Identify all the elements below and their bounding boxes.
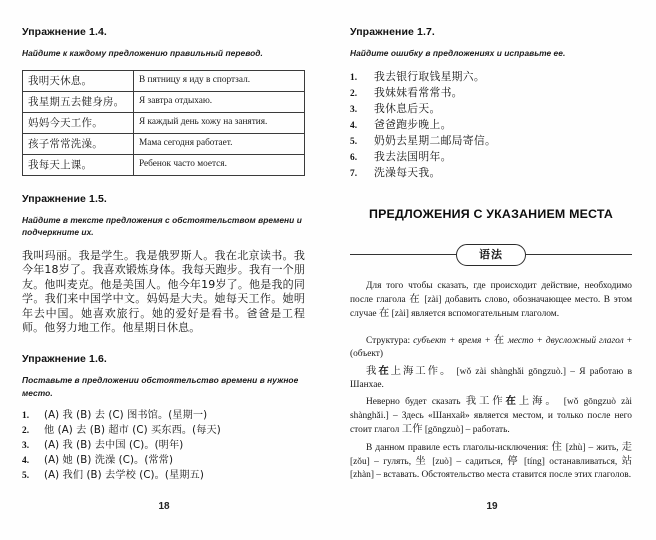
item-text: (A) 我 (B) 去 (C) 图书馆。(星期一) — [44, 410, 208, 422]
item-text: (A) 我们 (B) 去学校 (C)。(星期五) — [44, 470, 204, 482]
exercise-1-6-title: Упражнение 1.6. — [22, 353, 107, 366]
spacer — [350, 198, 632, 207]
item-text: 我休息后天。 — [374, 101, 441, 115]
wrong-cn-a: 我工作 — [465, 395, 506, 408]
table-cell-chinese: 我星期五去健身房。 — [23, 91, 134, 112]
item-text: 我去银行取钱星期六。 — [374, 69, 485, 83]
item-number: 6. — [350, 152, 358, 163]
list-item — [350, 102, 632, 117]
exception-lead: В данном правиле есть глаголы-исключения: — [366, 442, 552, 453]
list-item — [22, 409, 305, 423]
item-number: 4. — [350, 120, 358, 131]
table-cell-russian: Я завтра отдыхаю. — [134, 91, 305, 112]
item-text: 爸爸跑步晚上。 — [374, 117, 452, 131]
exception-ting-text: [tíng] останавливаться, — [519, 456, 622, 467]
exercise-1-6-block — [22, 353, 305, 483]
item-number: 2. — [22, 426, 30, 437]
table-cell-russian: Ребенок часто моется. — [134, 154, 305, 175]
badge-rule-left — [350, 254, 456, 255]
item-number: 1. — [350, 72, 358, 83]
item-number: 5. — [22, 471, 30, 482]
wrong-tail-a: – Здесь «Шанхай» является местом, и только после него стоит глагол — [350, 410, 632, 436]
list-item — [350, 86, 632, 101]
item-text: 奶奶去星期二邮局寄信。 — [374, 133, 497, 147]
intro-text-c: [zài] является вспомогательным глаголом. — [389, 309, 560, 320]
spacer — [350, 325, 632, 334]
table-row — [23, 133, 305, 154]
table-cell-chinese: 我每天上课。 — [23, 154, 134, 175]
table-row — [23, 112, 305, 133]
table-cell-russian: Мама сегодня работает. — [134, 133, 305, 154]
list-item — [22, 439, 305, 453]
page-right — [328, 0, 656, 540]
example-pinyin-translation: [wǒ zài shànghǎi gōngzuò.] – Я работаю в Шанхае. — [350, 366, 633, 390]
table-row — [23, 91, 305, 112]
item-text: 他 (A) 去 (B) 超市 (C) 买东西。(每天) — [44, 425, 221, 437]
grammar-exceptions — [350, 441, 632, 483]
table-cell-russian: В пятницу я иду в спортзал. — [134, 70, 305, 91]
item-number: 2. — [350, 88, 358, 99]
list-item — [350, 70, 632, 85]
zai-char: 在 — [378, 307, 390, 320]
list-item — [22, 454, 305, 468]
intro-text-a: Для того чтобы сказать, где происходит действие, необходимо после глагола — [350, 280, 632, 305]
list-item — [22, 469, 305, 483]
exercise-1-7-list — [350, 70, 632, 181]
grammar-section-title: ПРЕДЛОЖЕНИЯ С УКАЗАНИЕМ МЕСТА — [368, 206, 614, 221]
exercise-1-5-instruction: Найдите в тексте предложения с обстоятельством времени и подчеркните их. — [22, 214, 302, 237]
item-number: 3. — [350, 104, 358, 115]
badge-rule-right — [526, 254, 632, 255]
table-cell-chinese: 妈妈今天工作。 — [23, 112, 134, 133]
list-item — [350, 118, 632, 133]
wrong-cn-zai: 在 — [505, 395, 519, 408]
list-item — [22, 424, 305, 438]
intro-text-b: [zài] добавить слово, обозначающее место. В этом случае — [350, 294, 633, 320]
exercise-1-7-instruction: Найдите ошибку в предложениях и исправьте ее. — [350, 48, 566, 58]
matching-table — [22, 70, 305, 176]
page-number-right: 19 — [486, 501, 498, 512]
item-number: 3. — [22, 441, 30, 452]
table-row — [23, 154, 305, 175]
grammar-section — [350, 207, 632, 483]
zai-char: 在 — [409, 292, 421, 305]
exception-zuo-char: 坐 — [415, 454, 428, 467]
grammar-example-correct — [350, 365, 632, 393]
grammar-structure-line — [350, 334, 632, 362]
example-cn-b: 上海工作。 — [390, 364, 453, 377]
exercise-1-7-title: Упражнение 1.7. — [350, 26, 435, 38]
wrong-tail-cn: 工作 — [401, 423, 423, 436]
exercise-1-5-text: 我叫玛丽。我是学生。我是俄罗斯人。我在北京读书。我今年18岁了。我喜欢锻炼身体。我每天跑步。我有一个朋友。他叫麦克。他是美国人。他今年19岁了。他是我的同学。我们来中国学中文。妈妈是大夫。她每天工作。她明年去中国。她喜欢旅行。她的爱好是看书。爸爸是工程师。他努力地工作。他星期日休息。 — [22, 248, 305, 335]
exception-ting-char: 停 — [507, 454, 520, 467]
list-item — [350, 166, 632, 181]
table-row — [23, 70, 305, 91]
exception-zhu-text: [zhù] – жить, — [562, 442, 622, 453]
wrong-pinyin: [wǒ gōngzuò zài shànghǎi.] — [350, 397, 633, 421]
example-cn-zai: 在 — [378, 364, 391, 377]
item-text: (A) 我 (B) 去中国 (C)。(明年) — [44, 440, 184, 452]
table-cell-chinese: 孩子常常洗澡。 — [23, 133, 134, 154]
zai-char: 在 — [493, 333, 505, 346]
wrong-cn-b: 上海。 — [518, 395, 559, 408]
wrong-lead: Неверно будет сказать — [366, 397, 466, 408]
grammar-paragraph-intro — [350, 280, 632, 322]
list-item — [350, 150, 632, 165]
exception-zuo-text: [zuò] – садиться, — [427, 456, 508, 467]
exercise-1-4-block — [22, 26, 305, 176]
grammar-example-wrong — [350, 395, 632, 437]
exception-zou-char: 走 — [621, 440, 633, 453]
item-text: (A) 她 (B) 洗澡 (C)。(常常) — [44, 455, 174, 467]
page-number-left: 18 — [158, 501, 170, 512]
table-cell-russian: Я каждый день хожу на занятия. — [134, 112, 305, 133]
exercise-1-6-list — [22, 409, 305, 483]
list-item — [350, 134, 632, 149]
structure-italic-b: место + двусложный глагол — [504, 335, 624, 346]
exercise-1-7-block — [350, 26, 632, 181]
exception-zhan-char: 站 — [621, 454, 633, 467]
example-cn-a: 我 — [366, 364, 379, 377]
structure-tail: + (объект) — [350, 335, 632, 360]
item-number: 7. — [350, 168, 358, 179]
exercise-1-5-title: Упражнение 1.5. — [22, 192, 107, 205]
item-number: 1. — [22, 411, 30, 422]
item-text: 我妹妹看常常书。 — [374, 85, 463, 99]
table-cell-chinese: 我明天休息。 — [23, 70, 134, 91]
item-number: 5. — [350, 136, 358, 147]
grammar-badge-label: 语法 — [456, 244, 526, 266]
exercise-1-6-instruction: Поставьте в предложении обстоятельство времени в нужное место. — [22, 375, 299, 398]
exception-zhan-text: [zhàn] – вставать. Обстоятельство места ставится после этих глаголов. — [350, 470, 632, 481]
exception-zou-text: [zǒu] – гулять, — [350, 456, 416, 467]
item-number: 4. — [22, 456, 30, 467]
item-text: 我去法国明年。 — [374, 149, 452, 163]
exercise-1-5-block — [22, 193, 305, 337]
exercise-1-4-instruction: Найдите к каждому предложению правильный перевод. — [22, 48, 263, 58]
grammar-badge-row — [350, 243, 632, 267]
structure-italic-a: субъект + время + — [413, 335, 494, 346]
exercise-1-4-title: Упражнение 1.4. — [22, 26, 107, 38]
item-text: 洗澡每天我。 — [374, 165, 441, 179]
wrong-tail-b: [gōngzuò] – работать. — [422, 425, 510, 436]
exception-zhu-char: 住 — [551, 440, 563, 453]
structure-label: Структура: — [366, 335, 414, 346]
